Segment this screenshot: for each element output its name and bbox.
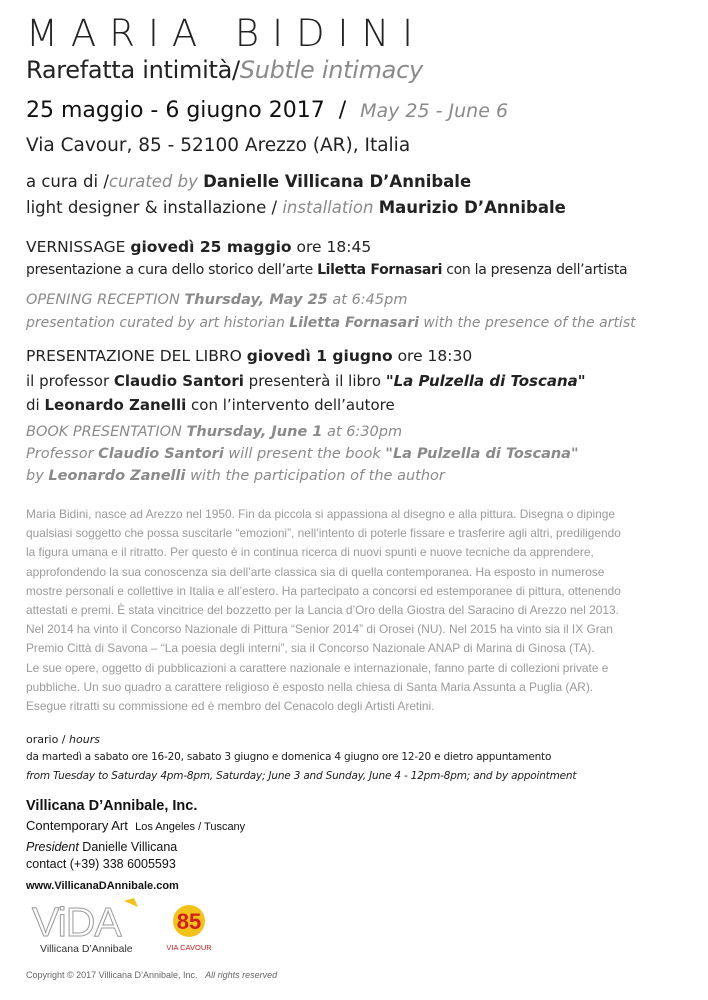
gallery-contact: contact (+39) 338 6005593 bbox=[26, 857, 176, 871]
book-description-1 bbox=[26, 372, 586, 390]
gallery-locations: Los Angeles / Tuscany bbox=[135, 821, 246, 833]
president-label: President bbox=[26, 840, 79, 854]
title-english: Subtle intimacy bbox=[239, 56, 423, 84]
bio-line: pubbliche. Un suo quadro a carattere religioso è esposto nella chiesa di Santa Maria Assunta a Puglia (AR). bbox=[26, 679, 594, 694]
book-title-en: "La Pulzella di Toscana" bbox=[385, 446, 579, 462]
hours-italian: da martedì a sabato ore 16-20, sabato 3 giugno e domenica 4 giugno ore 12-20 e dietro appuntamento bbox=[26, 751, 552, 763]
via-cavour-logo bbox=[166, 897, 212, 957]
hours-label-it: orario / bbox=[26, 733, 66, 746]
author-name-en: Leonardo Zanelli bbox=[48, 468, 186, 484]
book-day: giovedì 1 giugno bbox=[246, 347, 393, 365]
bio-line: Premio Città di Savona – “La poesia degli interni”, sia il Concorso Nazionale ANAP di Marina di Ginosa (TA). bbox=[26, 641, 595, 656]
bio-line: la figura umana e il ritratto. Per questo è in continua ricerca di nuovi spunti e nuove tecniche da apprendere, bbox=[26, 545, 594, 560]
bio-line: attestati e premi. È stata vincitrice del bozzetto per la Lancia d’Oro della Giostra del Saracino di Arezzo nel 2013. bbox=[26, 603, 619, 618]
bio-line: mostre personali e collettive in Italia e all’estero. Ha partecipato a concorsi ed estemporanee di pittura, ottenendo bbox=[26, 583, 621, 598]
vida-accent-icon bbox=[124, 898, 138, 907]
bio-line: qualsiasi soggetto che possa suscitarle “emozioni”, nell’intento di poterle fissare e trasferire agli altri, prediligendo bbox=[26, 526, 621, 541]
book-day-en: Thursday, June 1 bbox=[186, 424, 323, 440]
opening-desc-b: with the presence of the artist bbox=[423, 315, 636, 331]
author-name: Leonardo Zanelli bbox=[44, 396, 187, 414]
book-desc-d: con l’intervento dell’autore bbox=[191, 396, 395, 414]
light-designer-line bbox=[26, 198, 566, 217]
via-logo-label: VIA CAVOUR bbox=[166, 943, 212, 952]
professor-name-en: Claudio Santori bbox=[98, 446, 224, 462]
gallery-name: Villicana D’Annibale, Inc. bbox=[26, 798, 198, 814]
vernissage-desc-b: con la presenza dell’artista bbox=[446, 262, 628, 278]
historian-name-en: Liletta Fornasari bbox=[289, 315, 419, 331]
hours-english: from Tuesday to Saturday 4pm-8pm, Saturday; June 3 and Sunday, June 4 - 12pm-8pm; and by appointment bbox=[26, 770, 577, 782]
book-description-en-1 bbox=[26, 446, 579, 462]
curated-label-en: curated by bbox=[108, 172, 198, 191]
professor-name: Claudio Santori bbox=[113, 372, 244, 390]
book-description-2 bbox=[26, 396, 395, 414]
bio-line bbox=[26, 505, 690, 524]
light-designer-name: Maurizio D’Annibale bbox=[378, 198, 566, 217]
bio-line: Le sue opere, oggetto di pubblicazioni a carattere nazionale e internazionale, fanno parte di collezioni private e bbox=[26, 660, 609, 675]
vida-logo bbox=[30, 898, 155, 956]
book-time-en: at 6:30pm bbox=[327, 424, 403, 440]
dates-separator: / bbox=[338, 98, 347, 123]
vernissage-label: VERNISSAGE bbox=[26, 238, 126, 256]
vernissage-time: ore 18:45 bbox=[296, 238, 372, 256]
book-heading bbox=[26, 347, 472, 365]
exhibition-dates bbox=[26, 98, 508, 123]
vida-logo-text: ViDA bbox=[32, 899, 121, 945]
gallery-tagline-text: Contemporary Art bbox=[26, 818, 128, 833]
vernissage-day: giovedì 25 maggio bbox=[130, 238, 292, 256]
exhibition-title bbox=[26, 56, 423, 84]
curator-name: Danielle Villicana D’Annibale bbox=[203, 172, 472, 191]
vernissage-desc-a: presentazione a cura dello storico dell’arte bbox=[26, 262, 313, 278]
book-desc-c: di bbox=[26, 396, 40, 414]
gallery-president bbox=[26, 840, 177, 854]
hours-heading bbox=[26, 733, 100, 746]
opening-label: OPENING RECEPTION bbox=[26, 292, 180, 308]
opening-day: Thursday, May 25 bbox=[184, 292, 328, 308]
president-name: Danielle Villicana bbox=[82, 840, 178, 854]
opening-description-en bbox=[26, 315, 636, 331]
book-desc-en-c: by bbox=[26, 468, 44, 484]
bio-text: , nasce ad Arezzo nel 1950. Fin da piccola si appassiona al disegno e alla pittura. Disegna o dipinge bbox=[88, 507, 615, 521]
via-logo-number: 85 bbox=[176, 909, 202, 934]
opening-desc-a: presentation curated by art historian bbox=[26, 315, 285, 331]
venue-address: Via Cavour, 85 - 52100 Arezzo (AR), Italia bbox=[26, 135, 411, 156]
light-label-en: installation bbox=[282, 198, 374, 217]
rights-text: All rights reserved bbox=[205, 970, 278, 980]
book-desc-en-a: Professor bbox=[26, 446, 94, 462]
dates-italian: 25 maggio - 6 giugno 2017 bbox=[26, 98, 325, 123]
book-desc-en-d: with the participation of the author bbox=[190, 468, 445, 484]
book-description-en-2 bbox=[26, 468, 445, 484]
bio-line: approfondendo la sua conoscenza sia dell’arte classica sia di quella contemporanea. Ha esposto in numerose bbox=[26, 564, 605, 579]
copyright-text: Copyright © 2017 Villicana D’Annibale, Inc. bbox=[26, 970, 198, 980]
bio-line: Esegue ritratti su commissione ed è membro del Cenacolo degli Artisti Aretini. bbox=[26, 699, 435, 714]
book-desc-a: il professor bbox=[26, 372, 110, 390]
title-italian: Rarefatta intimità/ bbox=[26, 56, 240, 84]
hours-label-en: hours bbox=[69, 733, 100, 746]
copyright bbox=[26, 970, 277, 980]
book-desc-b: presenterà il libro bbox=[248, 372, 382, 390]
opening-time: at 6:45pm bbox=[332, 292, 408, 308]
curator-line bbox=[26, 172, 471, 191]
book-label-en: BOOK PRESENTATION bbox=[26, 424, 182, 440]
bio-line: Nel 2014 ha vinto il Concorso Nazionale di Pittura “Senior 2014” di Orosei (NU). Nel 2015 ha vinto sia il IX Gran bbox=[26, 622, 613, 637]
light-label-it: light designer & installazione / bbox=[26, 198, 278, 217]
vernissage-description bbox=[26, 262, 627, 278]
artist-biography bbox=[26, 505, 690, 716]
book-desc-en-b: will present the book bbox=[228, 446, 381, 462]
book-heading-en bbox=[26, 424, 402, 440]
gallery-website-link[interactable]: www.VillicanaDAnnibale.com bbox=[26, 880, 179, 892]
vernissage-heading bbox=[26, 238, 371, 256]
book-title: "La Pulzella di Toscana" bbox=[385, 372, 586, 390]
book-label: PRESENTAZIONE DEL LIBRO bbox=[26, 347, 242, 365]
opening-heading-en bbox=[26, 292, 407, 308]
book-time: ore 18:30 bbox=[397, 347, 473, 365]
gallery-tagline bbox=[26, 818, 245, 833]
curated-label-it: a cura di / bbox=[26, 172, 109, 191]
dates-english: May 25 - June 6 bbox=[360, 100, 509, 122]
artist-name: MARIA BIDINI bbox=[26, 12, 427, 55]
bio-artist-name: Maria Bidini bbox=[26, 507, 89, 521]
vida-logo-subtitle: Villicana D’Annibale bbox=[40, 943, 133, 955]
historian-name: Liletta Fornasari bbox=[317, 262, 443, 278]
